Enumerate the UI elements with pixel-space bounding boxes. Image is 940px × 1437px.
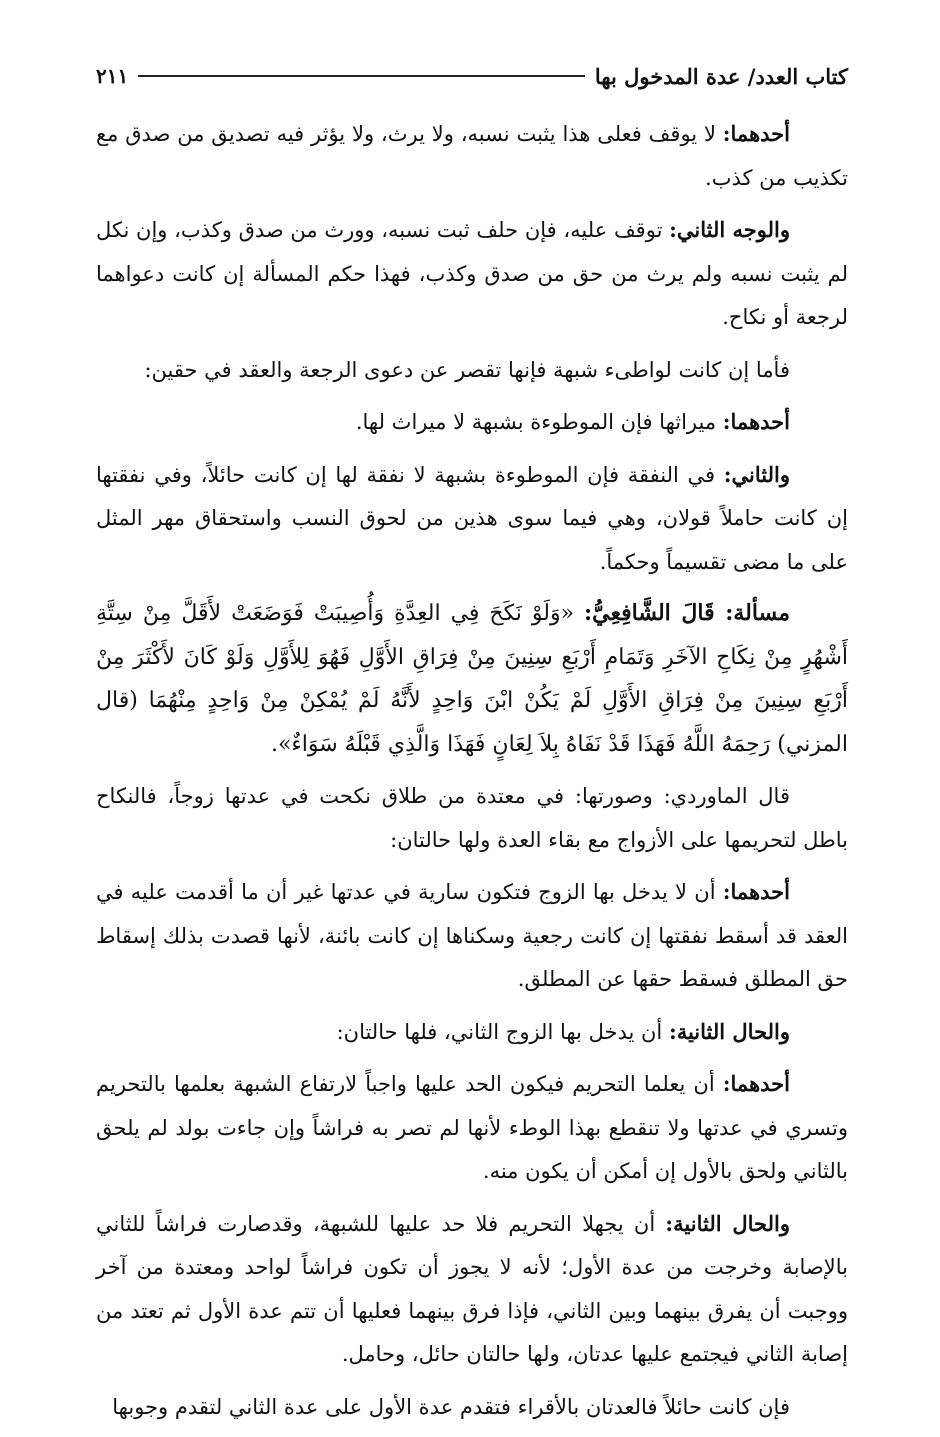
- paragraph-lead: والحال الثانية:: [668, 1018, 790, 1044]
- paragraph-lead: والثاني:: [723, 461, 790, 487]
- paragraph-lead: مسألة: قَالَ الشَّافِعِيُّ:: [584, 600, 790, 626]
- paragraph-text: «وَلَوْ نَكَحَ فِي العِدَّةِ وَأُصِيبَتْ فَوَضَعَتْ لأَقَلَّ مِنْ سِتَّةِ أَشْهُرٍ مِنْ نِكَاحِ الآخَرِ وَتَمَامِ أَرْبَعِ سِنِينَ مِنْ فِرَاقِ الأَوَّلِ فَهُوَ لِلأَوَّلِ وَلَوْ كَانَ لأَكْثَرَ مِنْ أَرْبَعِ سِنِينَ مِنْ فِرَاقِ الأَوَّلِ لَمْ يَكُنْ ابْنَ وَاحِدٍ لأَنَّهُ لَمْ يُمْكِنْ مِنْ وَاحِدٍ مِنْهُمَا (قال المزني) رَحِمَهُ اللَّهُ فَهَذَا قَدْ نَفَاهُ بِلاَ لِعَانٍ فَهَذَا وَالَّذِي قَبْلَهُ سَوَاءٌ».: [96, 601, 848, 757]
- page-body: [96, 112, 848, 1437]
- paragraph-lead: أحدهما:: [722, 121, 790, 146]
- paragraph-10: [96, 1062, 848, 1194]
- paragraph-5: [96, 453, 848, 585]
- header-title: كتاب العدد/ عدة المدخول بها: [594, 63, 848, 89]
- paragraph-lead: والوجه الثاني:: [669, 217, 790, 242]
- paragraph-text: لا يوقف فعلى هذا يثبت نسبه، ولا يرث، ولا يؤثر فيه تصديق من صدق مع تكذيب من كذب.: [96, 122, 848, 190]
- page-number: ٢١١: [96, 64, 129, 88]
- paragraph-lead: أحدهما:: [722, 409, 790, 434]
- paragraph-text: توقف عليه، فإن حلف ثبت نسبه، وورث من صدق وكذب، وإن نكل لم يثبت نسبه ولم يرث من حق من صدق وكذب، فهذا حكم المسألة إن كانت دعواهما لرجعة أو نكاح.: [96, 218, 848, 329]
- paragraph-4: [96, 400, 848, 445]
- paragraph-text: فأما إن كانت لواطىء شبهة فإنها تقصر عن دعوى الرجعة والعقد في حقين:: [144, 357, 790, 382]
- paragraph-text: ميراثها فإن الموطوءة بشبهة لا ميراث لها.: [355, 410, 723, 434]
- paragraph-lead: أحدهما:: [722, 879, 790, 904]
- running-header: [96, 56, 848, 96]
- paragraph-11: [96, 1202, 848, 1377]
- paragraph-6-shafii-quote: [96, 592, 848, 766]
- paragraph-text: في النفقة فإن الموطوءة بشبهة لا نفقة لها إن كانت حائلاً، وفي نفقتها إن كانت حاملاً قولان، وهي فيما سوى هذين من لحوق النسب واستحقاق مهر المثل على ما مضى تقسيماً وحكماً.: [96, 462, 848, 574]
- paragraph-7: [96, 774, 848, 862]
- paragraph-lead: والحال الثانية:: [665, 1210, 790, 1236]
- paragraph-text: أن يجهلا التحريم فلا حد عليها للشبهة، وقدصارت فراشاً للثاني بالإصابة وخرجت من عدة الأول؛ لأنه لا يجوز أن تكون فراشاً لواحد ومعتدة من آخر ووجبت أن يفرق بينهما وبين الثاني، فإذا فرق بينهما فعليها أن تتم عدة الأول ثم تعتد من إصابة الثاني فيجتمع عليها عدتان، ولها حالتان حائل، وحامل.: [96, 1211, 848, 1366]
- paragraph-text: قال الماوردي: وصورتها: في معتدة من طلاق نكحت في عدتها زوجاً، فالنكاح باطل لتحريمها على الأزواج مع بقاء العدة ولها حالتان:: [96, 784, 848, 852]
- header-rule: [138, 75, 585, 77]
- paragraph-2: [96, 208, 848, 340]
- paragraph-text: فإن كانت حائلاً فالعدتان بالأقراء فتقدم عدة الأول على عدة الثاني لتقدم وجوبها: [112, 1394, 790, 1419]
- paragraph-12: [96, 1385, 848, 1430]
- paragraph-9: [96, 1010, 848, 1055]
- paragraph-text: أن يعلما التحريم فيكون الحد عليها واجباً لارتفاع الشبهة بعلمها بالتحريم وتسري في عدتها ولا تنقطع بهذا الوطء لأنها لم تصر به فراشاً وإن جاءت بولد لم يلحق بالثاني ولحق بالأول إن أمكن أن يكون منه.: [96, 1072, 848, 1183]
- paragraph-1: [96, 112, 848, 200]
- paragraph-3: [96, 348, 848, 393]
- paragraph-lead: أحدهما:: [722, 1071, 790, 1096]
- paragraph-text: أن يدخل بها الزوج الثاني، فلها حالتان:: [336, 1019, 669, 1044]
- paragraph-text: أن لا يدخل بها الزوج فتكون سارية في عدتها غير أن ما أقدمت عليه في العقد قد أسقط نفقتها إن كانت رجعية وسكناها إن كانت بائنة، لأنها قصدت بذلك إسقاط حق المطلق فسقط حقها عن المطلق.: [96, 880, 848, 991]
- paragraph-8: [96, 870, 848, 1002]
